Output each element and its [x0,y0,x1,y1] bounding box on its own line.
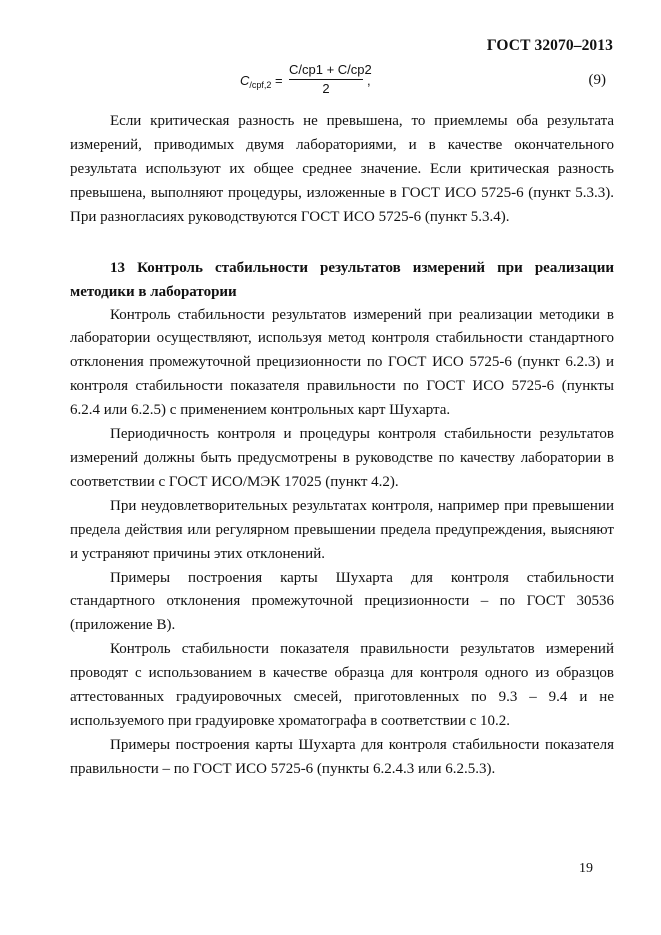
formula-equals: = [271,73,283,88]
formula-numerator: C/ср1 + C/ср2 [289,62,363,80]
formula-trailing-comma: , [367,73,371,88]
paragraph-unsatisfactory-results: При неудовлетворительных результатах контроля, например при превышении предела действия или регулярном превышении предела предупреждения, выясняют и устраняют причины этих отклонений. [70,497,614,562]
paragraph-stability-control: Контроль стабильности результатов измерений при реализации методики в лаборатории осуществляют, используя метод контроля стабильности стандартного отклонения промежуточной прецизионности по ГОСТ ИСО 5725-6 (пункт 6.2.3) и контроля стабильности показателя правильности по ГОСТ ИСО 5725-6 (пункты 6.2.4 или 6.2.5) с применением контрольных карт Шухарта. [70,306,614,419]
page-number: 19 [579,861,593,876]
paragraph-periodicity: Периодичность контроля и процедуры контроля стабильности результатов измерений должны быть предусмотрены в руководстве по качеству лаборатории в соответствии с ГОСТ ИСО/МЭК 17025 (пункт 4.2). [70,426,614,490]
formula-lhs-symbol: C [240,73,250,88]
formula-denominator: 2 [322,81,330,96]
paragraph-shewhart-examples-precision: Примеры построения карты Шухарта для контроля стабильности стандартного отклонения промежуточной прецизионности – по ГОСТ 30536 (приложение В). [70,569,614,634]
paragraph-trueness-control: Контроль стабильности показателя правильности результатов измерений проводят с использованием в качестве образца для контроля одного из образцов аттестованных градуировочных смесей, приготовленных по 9.3 – 9.4 и не используемого при градуировке хроматографа в соответствии с 10.2. [70,641,614,729]
section-heading-13: 13 Контроль стабильности результатов измерений при реализации методики в лаборатории [70,259,614,300]
paragraph-critical-difference: Если критическая разность не превышена, то приемлемы оба результата измерений, приводимых двумя лабораториями, и в качестве окончательного результата используют их общее среднее значение. Если критическая разность превышена, выполняют процедуры, изложенные в ГОСТ ИСО 5725-6 (пункт 5.3.3). При разногласиях руководствуются ГОСТ ИСО 5725-6 (пункт 5.3.4). [70,113,614,225]
standard-header: ГОСТ 32070–2013 [486,37,613,54]
formula-lhs [240,73,283,90]
body-text [70,110,614,782]
formula-number: (9) [588,72,606,88]
formula-lhs-subscript: /срf,2 [249,80,272,90]
formula-fraction [289,62,372,96]
paragraph-shewhart-examples-trueness: Примеры построения карты Шухарта для контроля стабильности показателя правильности – по ГОСТ ИСО 5725-6 (пункты 6.2.4.3 или 6.2.5.3). [70,736,614,777]
